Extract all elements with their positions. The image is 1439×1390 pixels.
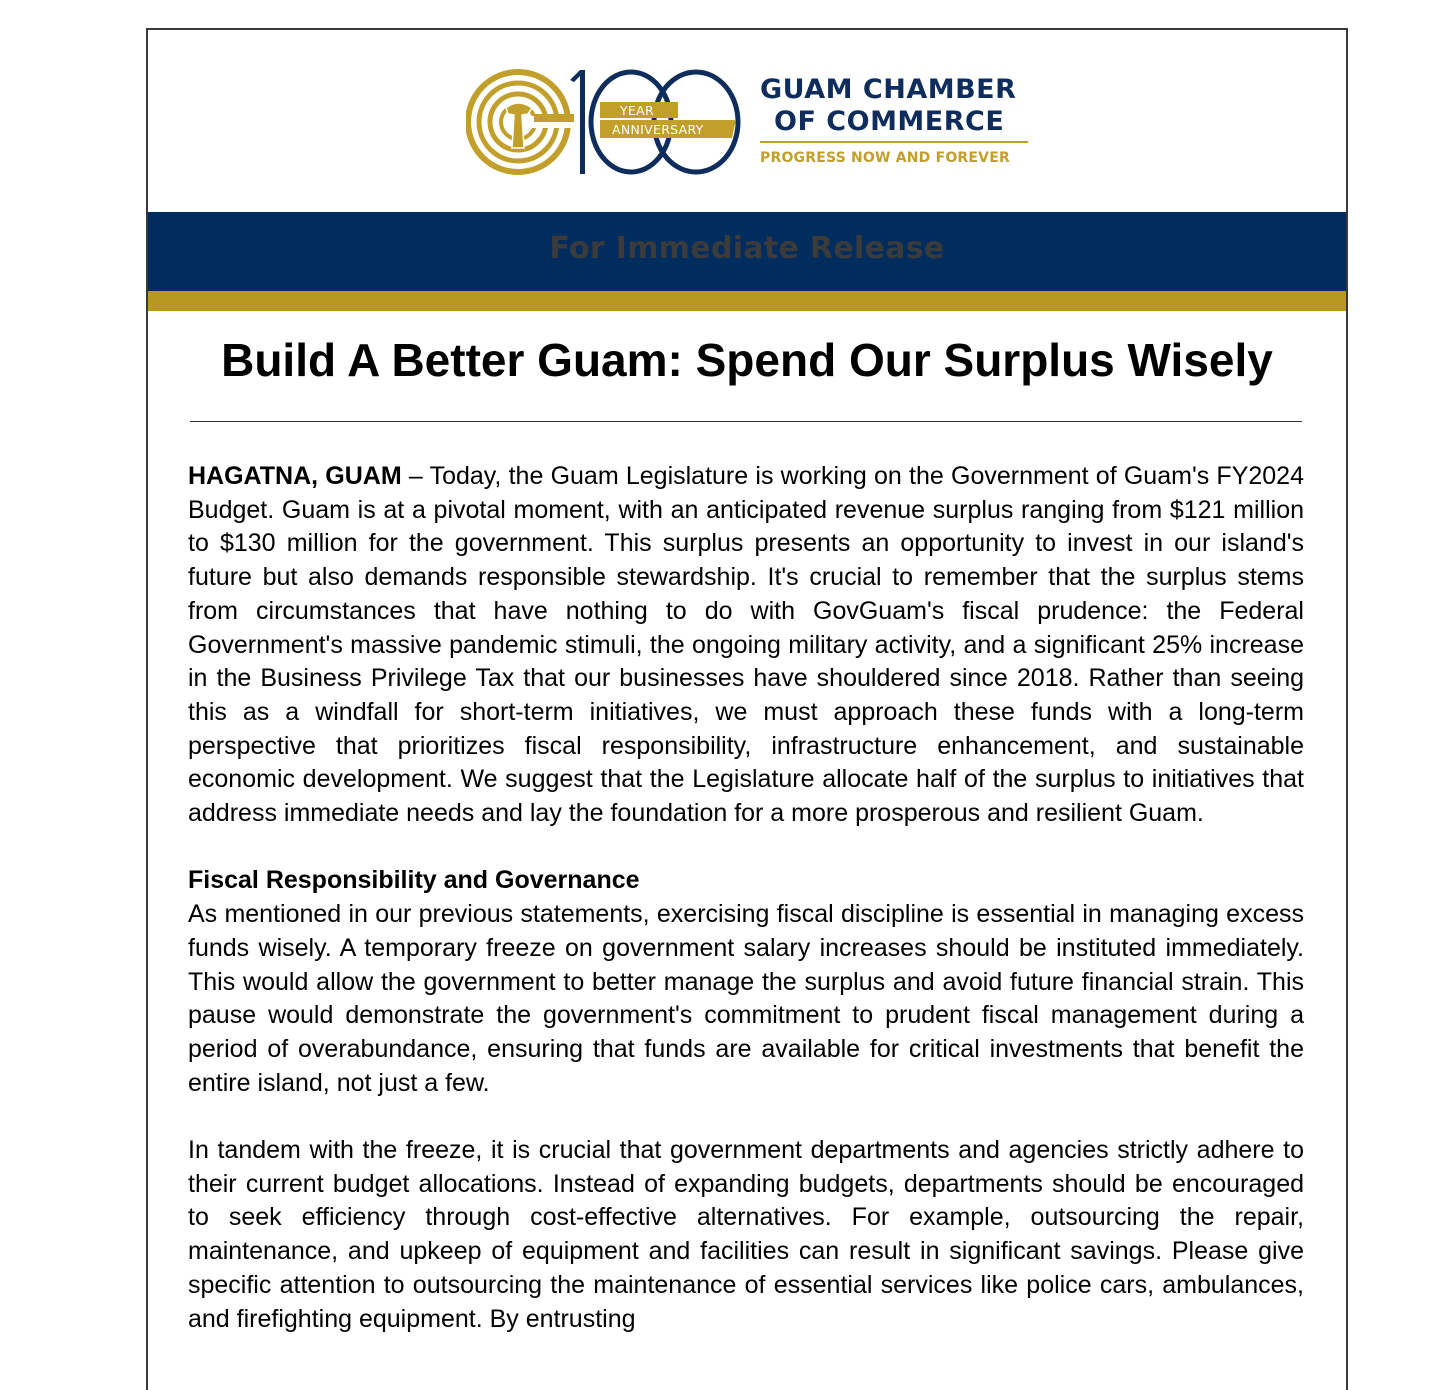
- section-heading-fiscal: Fiscal Responsibility and Governance: [188, 866, 640, 895]
- release-label: For Immediate Release: [549, 231, 945, 266]
- release-banner: [148, 212, 1346, 291]
- section-fiscal-paragraph-1: [188, 864, 1304, 1100]
- article-title: Build A Better Guam: Spend Our Surplus Wisely: [221, 334, 1273, 386]
- org-tagline: PROGRESS NOW AND FOREVER: [760, 150, 1010, 166]
- dateline: HAGATNA, GUAM: [188, 462, 402, 490]
- chamber-centennial-logo: [466, 68, 1036, 178]
- logo-emblem-icon: [466, 68, 756, 178]
- press-release-page: [146, 28, 1348, 1390]
- article-body: [188, 460, 1304, 1370]
- section-fiscal-paragraph-2: In tandem with the freeze, it is crucial that government departments and agencies strictly adhere to their current budget allocations. Instead of expanding budgets, departments should be encouraged to seek efficiency through cost-effective alternatives. For example, outsourcing the repair, maintenance, and upkeep of equipment and facilities can result in significant savings. Please give specific attention to outsourcing the maintenance of essential services like police cars, ambulances, and firefighting equipment. By entrusting: [188, 1136, 1304, 1333]
- section-fiscal-text-1: As mentioned in our previous statements, exercising fiscal discipline is essential in managing excess funds wisely. A temporary freeze on government salary increases should be instituted immediately. This would allow the government to better manage the surplus and avoid future financial strain. This pause would demonstrate the government's commitment to prudent fiscal management during a period of overabundance, ensuring that funds are available for critical investments that benefit the entire island, not just a few.: [188, 900, 1304, 1097]
- logo-year-text: YEAR: [620, 103, 654, 118]
- org-name-underline: [760, 141, 1028, 143]
- logo-anniversary-text: ANNIVERSARY: [612, 122, 704, 137]
- title-divider: [190, 421, 1302, 422]
- org-name-line1: GUAM CHAMBER: [760, 74, 1017, 105]
- org-name-line2: OF COMMERCE: [774, 106, 1005, 137]
- gold-accent-band: [148, 291, 1346, 311]
- intro-paragraph: [188, 460, 1304, 831]
- intro-text: – Today, the Guam Legislature is working on the Government of Guam's FY2024 Budget. Guam is at a pivotal moment, with an anticipated revenue surplus ranging from $121 million to $130 million for the government. This surplus presents an opportunity to invest in our island's future but also demands responsible stewardship. It's crucial to remember that the surplus stems from circumstances that have nothing to do with GovGuam's fiscal prudence: the Federal Government's massive pandemic stimuli, the ongoing military activity, and a significant 25% increase in the Business Privilege Tax that our businesses have shouldered since 2018. Rather than seeing this as a windfall for short-term initiatives, we must approach these funds with a long-term perspective that prioritizes fiscal responsibility, infrastructure enhancement, and sustainable economic development. We suggest that the Legislature allocate half of the surplus to initiatives that address immediate needs and lay the foundation for a more prosperous and resilient Guam.: [188, 462, 1304, 828]
